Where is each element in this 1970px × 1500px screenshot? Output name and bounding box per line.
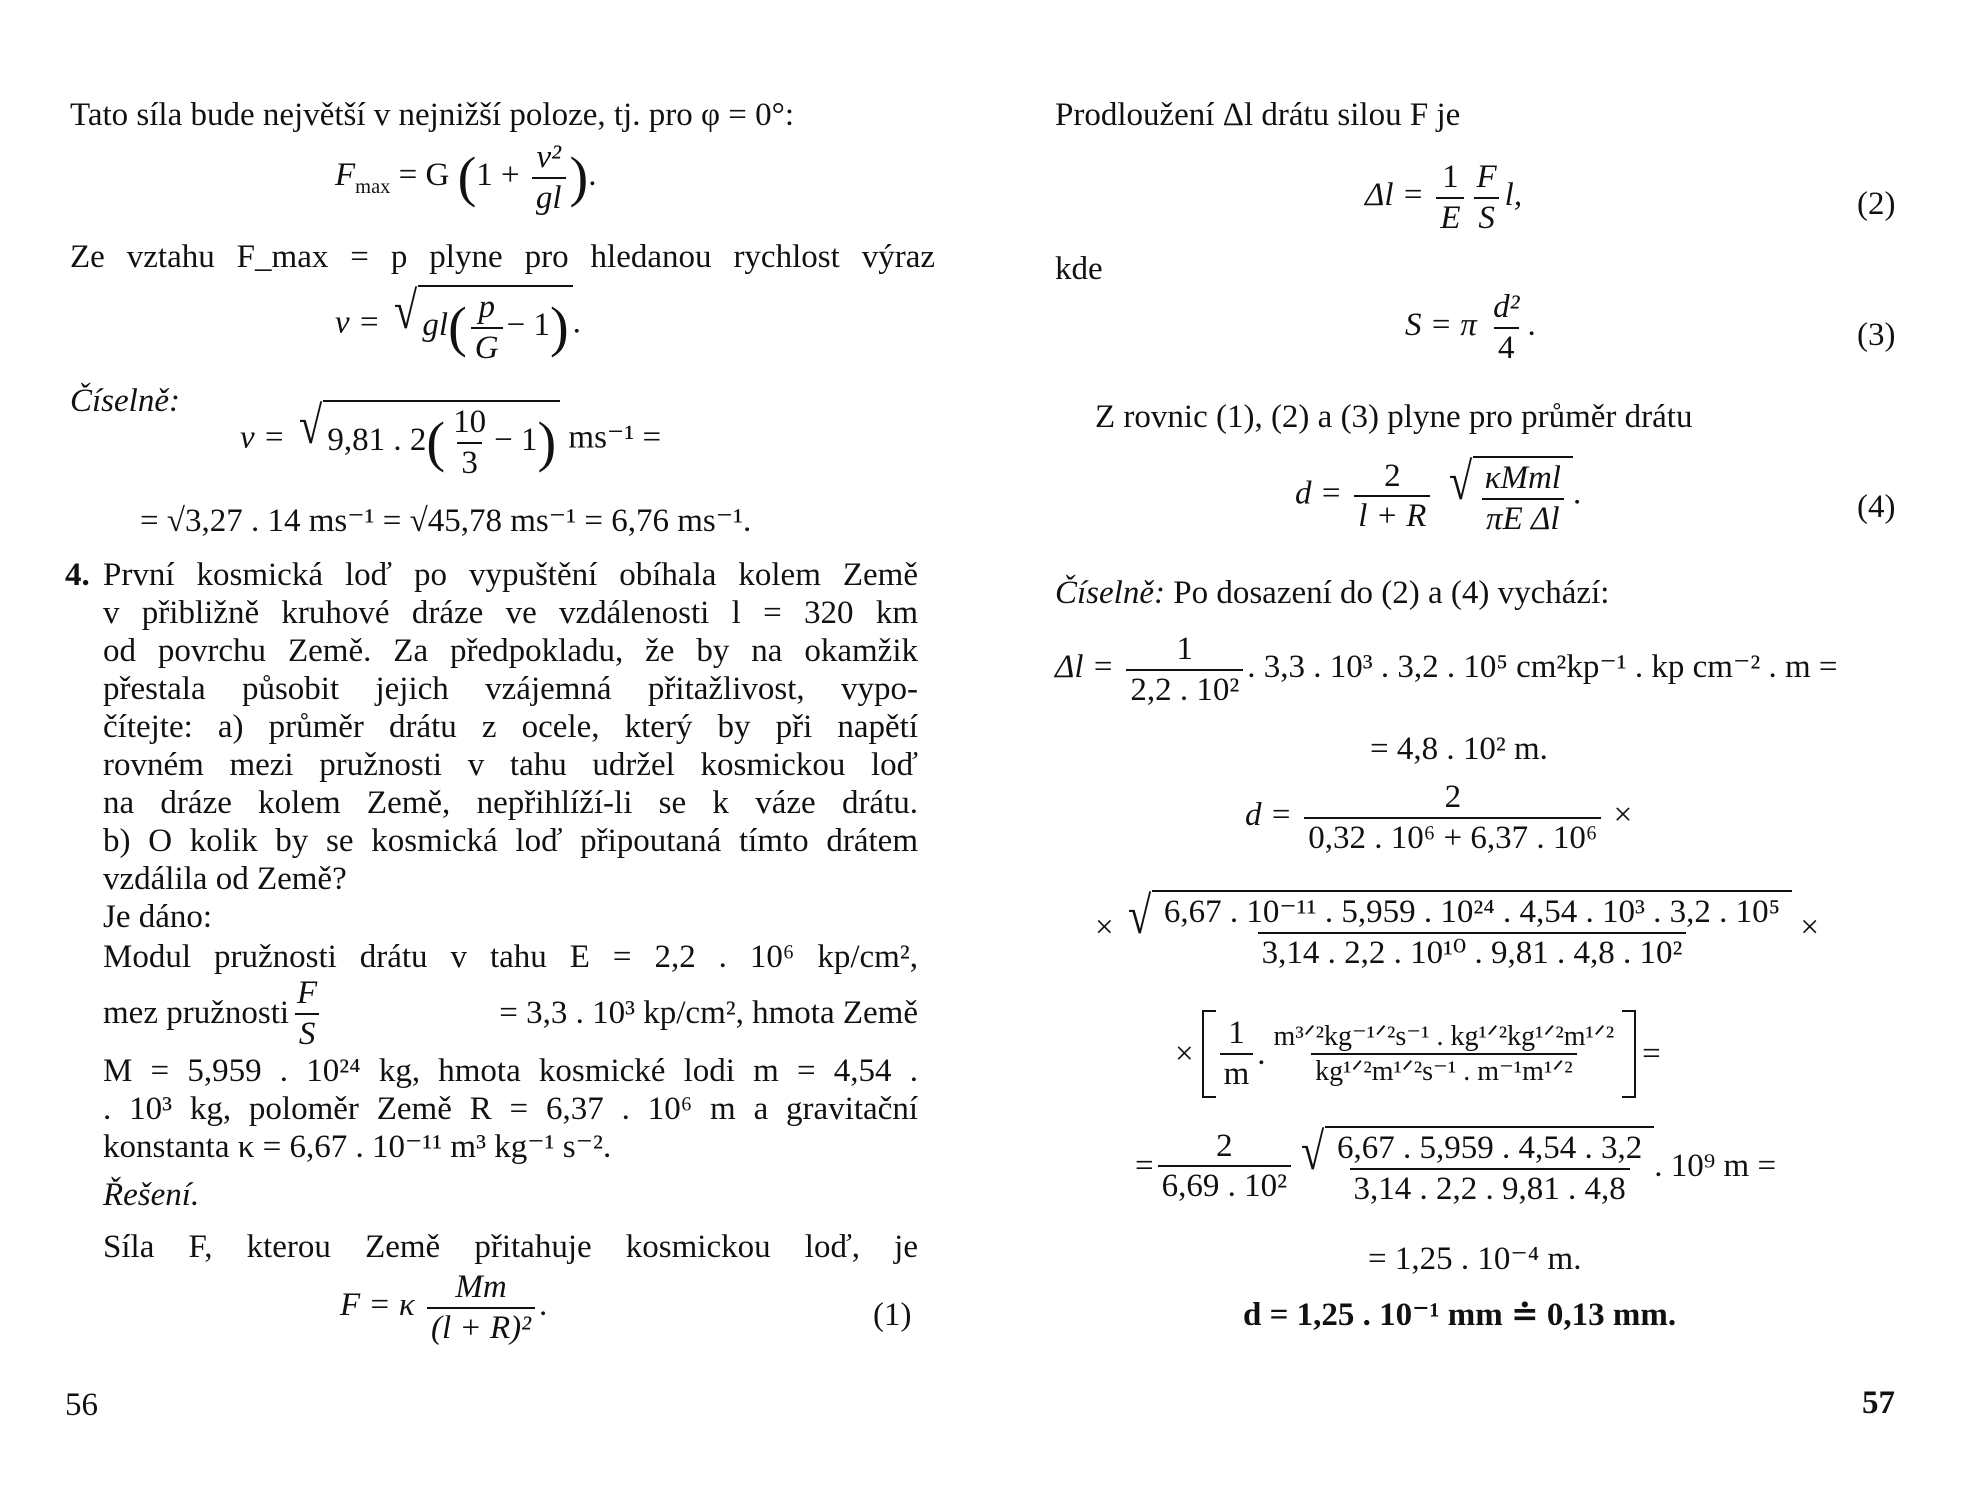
force-formula: F = κ $\frac{Mm}{\text{(l + R)²}}$ . [340,1269,548,1346]
d-formula: d = $\frac{2}{l + R}$ √ $\frac{\text{κMml}}{\text{πE Δl}}$ . [1295,453,1582,537]
problem-line-4: přestala působit jejich vzájemná přitažlivost, vypo- [103,671,918,707]
d-calc: d = $\frac{2}{\text{0,32 . 10⁶ + 6,37 . 10⁶}}$ × [1245,779,1633,856]
where-label: kde [1055,251,1103,287]
dl-calc: Δl = $\frac{1}{\text{2,2 . 10²}}$ . 3,3 . 10³ . 3,2 . 10⁵ cm²kp⁻¹ . kp cm⁻² . m = [1055,631,1838,708]
s-formula: S = π $\frac{\text{d²}}{4}$ . [1405,289,1536,366]
num-line: Číselně: Po dosazení do (2) a (4) vychází: [1055,575,1610,611]
relation-line: Ze vztahu F_max = p plyne pro hledanou rychlost výraz [70,239,935,275]
fmax-fraction: $\frac{\text{v²}}{gl}$ [532,140,566,215]
given-label: Je dáno: [103,899,213,935]
eq-number-3: (3) [1857,317,1896,353]
given-line-5: konstanta κ = 6,67 . 10⁻¹¹ m³ kg⁻¹ s⁻². [103,1129,612,1165]
dl-formula: Δl = $\frac{1}{E}$ $\frac{F}{S}$ l, [1365,159,1523,236]
problem-line-1: První kosmická loď po vypuštění obíhala kolem Země [103,557,918,593]
fmax-rhs-pre: = G [398,157,450,194]
d-calc-root: × √ $\frac{\text{6,67 . 10⁻¹¹ . 5,959 . 10²⁴ . 4,54 . 10³ . 3,2 . 10⁵}}{\text{3,14 . 2,2 . 10¹⁰ . 9,81 . 4,8 . 10²}}$ × [1095,887,1819,971]
page-number-left: 56 [65,1387,98,1423]
given-line-2: mez pružnosti $\frac{F}{S}$ = 3,3 . 10³ kp/cm², hmota Země [103,975,918,1052]
problem-line-9: vzdálila od Země? [103,861,347,897]
problem-line-8: b) O kolik by se kosmická loď připoutaná tímto drátem [103,823,918,859]
problem-line-5: čítejte: a) průměr drátu z ocele, který by při napětí [103,709,918,745]
force-line: Síla F, kterou Země přitahuje kosmickou loď, je [103,1229,918,1265]
eq-number-1: (1) [873,1297,912,1333]
fmax-sub: max [355,175,391,198]
d-result-2: d = 1,25 . 10⁻¹ mm ≐ 0,13 mm. [1243,1297,1677,1333]
page-number-right: 57 [1862,1385,1895,1421]
eq-number-4: (4) [1857,489,1896,525]
problem-line-3: od povrchu Země. Za předpokladu, že by na okamžik [103,633,918,669]
dl-calc-result: = 4,8 . 10² m. [1370,731,1548,767]
fmax-lhs: F [335,157,356,194]
problem-line-7: na dráze kolem Země, nepřihlíží-li se k váze drátu. [103,785,918,821]
d-result-1: = 1,25 . 10⁻⁴ m. [1368,1241,1582,1277]
problem-number: 4. [65,557,90,593]
given-line-3: M = 5,959 . 10²⁴ kg, hmota kosmické lodi m = 4,54 . [103,1053,918,1089]
given-line-4: . 10³ kg, poloměr Země R = 6,37 . 10⁶ m a gravitační [103,1091,918,1127]
problem-line-2: v přibližně kruhové dráze ve vzdálenosti l = 320 km [103,595,918,631]
eq-number-2: (2) [1857,186,1896,222]
v-result: = √3,27 . 14 ms⁻¹ = √45,78 ms⁻¹ = 6,76 ms⁻¹. [140,503,752,539]
fmax-inner: 1 + [476,157,520,194]
v-numeric: v = √ 9,81 . 2( $\frac{10}{3}$ − 1) ms⁻¹ = [240,397,662,481]
d-final: = $\frac{2}{\text{6,69 . 10²}}$ √ $\frac{6,67 . 5,959 . 4,54 . 3,2}{3,14 . 2,2 . 9,81 . 4,8}$ . 10⁹ m = [1135,1123,1777,1207]
solution-label: Řešení. [103,1177,200,1213]
given-line-1: Modul pružnosti drátu v tahu E = 2,2 . 10⁶ kp/cm², [103,939,918,975]
unit-calc: × $\frac{1}{m}$ . $\frac{\text{m³ᐟ²kg⁻¹ᐟ²s⁻¹ . kg¹ᐟ²kg¹ᐟ²m¹ᐟ²}}{\text{kg¹ᐟ²m¹ᐟ²s⁻¹ . m⁻¹m¹ᐟ²}}$ = [1175,1010,1661,1098]
elong-line: Prodloužení Δl drátu silou F je [1055,97,1461,133]
fmax-formula: $F_{max} = G$ (1 + $\frac{\text{v²}}{gl}$ ). [335,139,597,216]
problem-line-6: rovném mezi pružnosti v tahu udržel kosmickou loď [103,747,918,783]
from-eq-line: Z rovnic (1), (2) a (3) plyne pro průměr drátu [1095,399,1693,435]
right-page [985,0,1970,1500]
v-formula: v = √ gl( $\frac{p}{G}$ − 1) . [335,282,581,366]
numerically-label: Číselně: [70,383,180,419]
intro-line: Tato síla bude největší v nejnižší poloze, tj. pro φ = 0°: [70,97,794,133]
